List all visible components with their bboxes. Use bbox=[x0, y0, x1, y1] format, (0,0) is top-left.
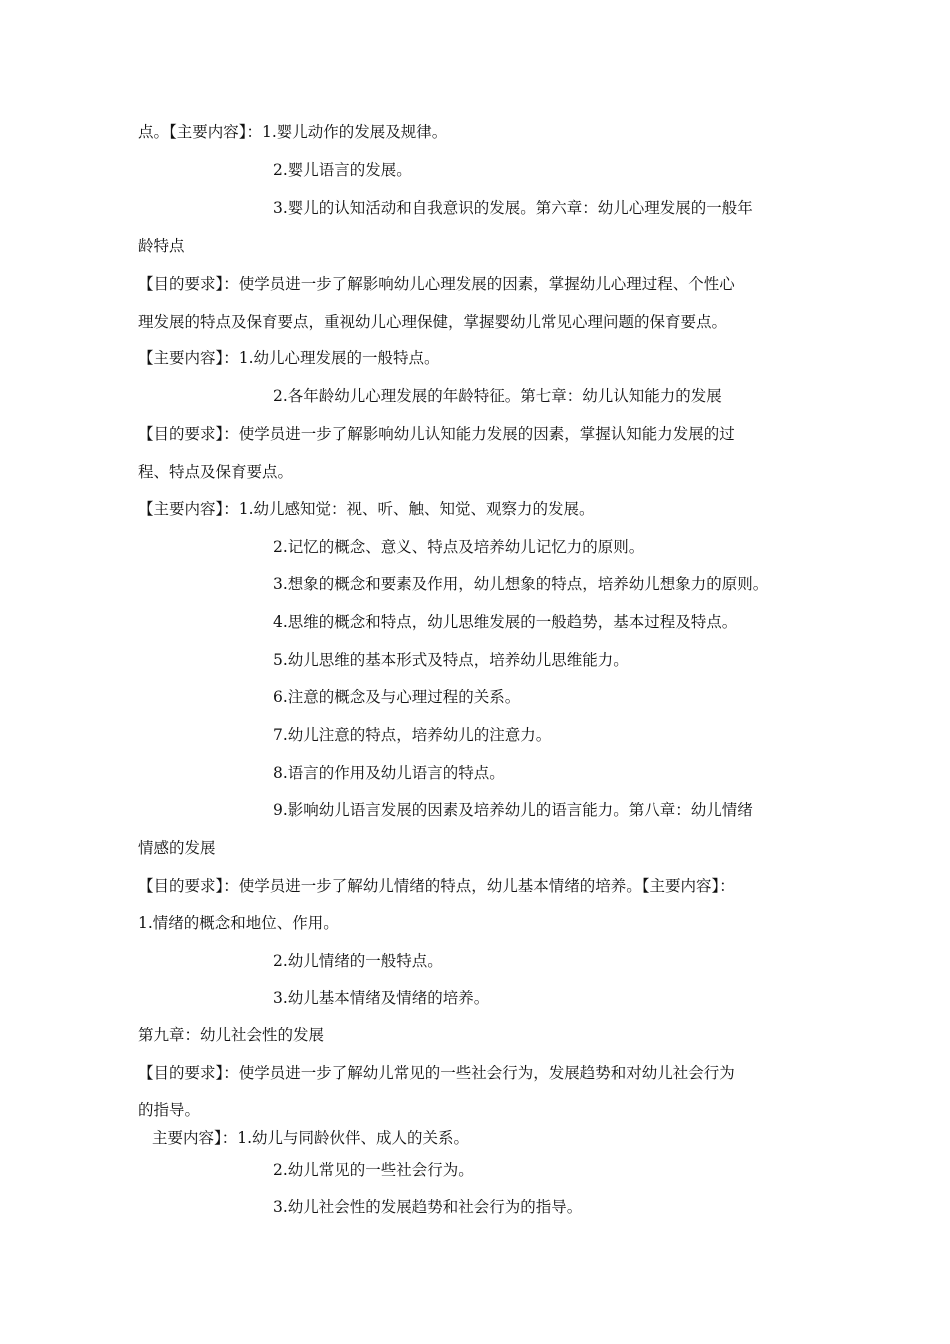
text-line: 2.婴儿语言的发展。 bbox=[273, 161, 412, 179]
text-line: 理发展的特点及保育要点，重视幼儿心理保健，掌握婴幼儿常见心理问题的保育要点。 bbox=[138, 313, 728, 331]
text-line: 第九章：幼儿社会性的发展 bbox=[138, 1026, 325, 1044]
text-line: 主要内容】：1.幼儿与同龄伙伴、成人的关系。 bbox=[152, 1129, 470, 1147]
text-line: 【主要内容】：1.幼儿心理发展的一般特点。 bbox=[138, 349, 440, 367]
text-line: 7.幼儿注意的特点，培养幼儿的注意力。 bbox=[273, 726, 552, 744]
text-line: 【目的要求】：使学员进一步了解幼儿情绪的特点，幼儿基本情绪的培养。【主要内容】： bbox=[138, 877, 735, 895]
text-line: 8.语言的作用及幼儿语言的特点。 bbox=[273, 764, 505, 782]
text-line: 5.幼儿思维的基本形式及特点，培养幼儿思维能力。 bbox=[273, 651, 629, 669]
text-line: 6.注意的概念及与心理过程的关系。 bbox=[273, 688, 521, 706]
text-line: 2.幼儿情绪的一般特点。 bbox=[273, 952, 443, 970]
text-line: 程、特点及保育要点。 bbox=[138, 463, 294, 481]
text-line: 2.记忆的概念、意义、特点及培养幼儿记忆力的原则。 bbox=[273, 538, 645, 556]
text-line: 3.幼儿社会性的发展趋势和社会行为的指导。 bbox=[273, 1198, 583, 1216]
text-line: 【目的要求】：使学员进一步了解幼儿常见的一些社会行为，发展趋势和对幼儿社会行为 bbox=[138, 1064, 735, 1082]
text-line: 2.各年龄幼儿心理发展的年龄特征。第七章：幼儿认知能力的发展 bbox=[273, 387, 722, 405]
text-line: 3.想象的概念和要素及作用，幼儿想象的特点，培养幼儿想象力的原则。 bbox=[273, 575, 769, 593]
text-line: 1.情绪的概念和地位、作用。 bbox=[138, 914, 339, 932]
text-line: 4.思维的概念和特点，幼儿思维发展的一般趋势，基本过程及特点。 bbox=[273, 613, 738, 631]
text-line: 情感的发展 bbox=[138, 839, 216, 857]
text-line: 3.幼儿基本情绪及情绪的培养。 bbox=[273, 989, 490, 1007]
text-line: 龄特点 bbox=[138, 237, 185, 255]
text-line: 9.影响幼儿语言发展的因素及培养幼儿的语言能力。第八章：幼儿情绪 bbox=[273, 801, 753, 819]
text-line: 2.幼儿常见的一些社会行为。 bbox=[273, 1161, 474, 1179]
text-line: 【目的要求】：使学员进一步了解影响幼儿认知能力发展的因素，掌握认知能力发展的过 bbox=[138, 425, 735, 443]
text-line: 点。【主要内容】：1.婴儿动作的发展及规律。 bbox=[138, 123, 448, 141]
text-line: 【主要内容】：1.幼儿感知觉：视、听、触、知觉、观察力的发展。 bbox=[138, 500, 595, 518]
text-line: 3.婴儿的认知活动和自我意识的发展。第六章：幼儿心理发展的一般年 bbox=[273, 199, 753, 217]
text-line: 【目的要求】：使学员进一步了解影响幼儿心理发展的因素，掌握幼儿心理过程、个性心 bbox=[138, 275, 735, 293]
text-line: 的指导。 bbox=[138, 1101, 201, 1119]
